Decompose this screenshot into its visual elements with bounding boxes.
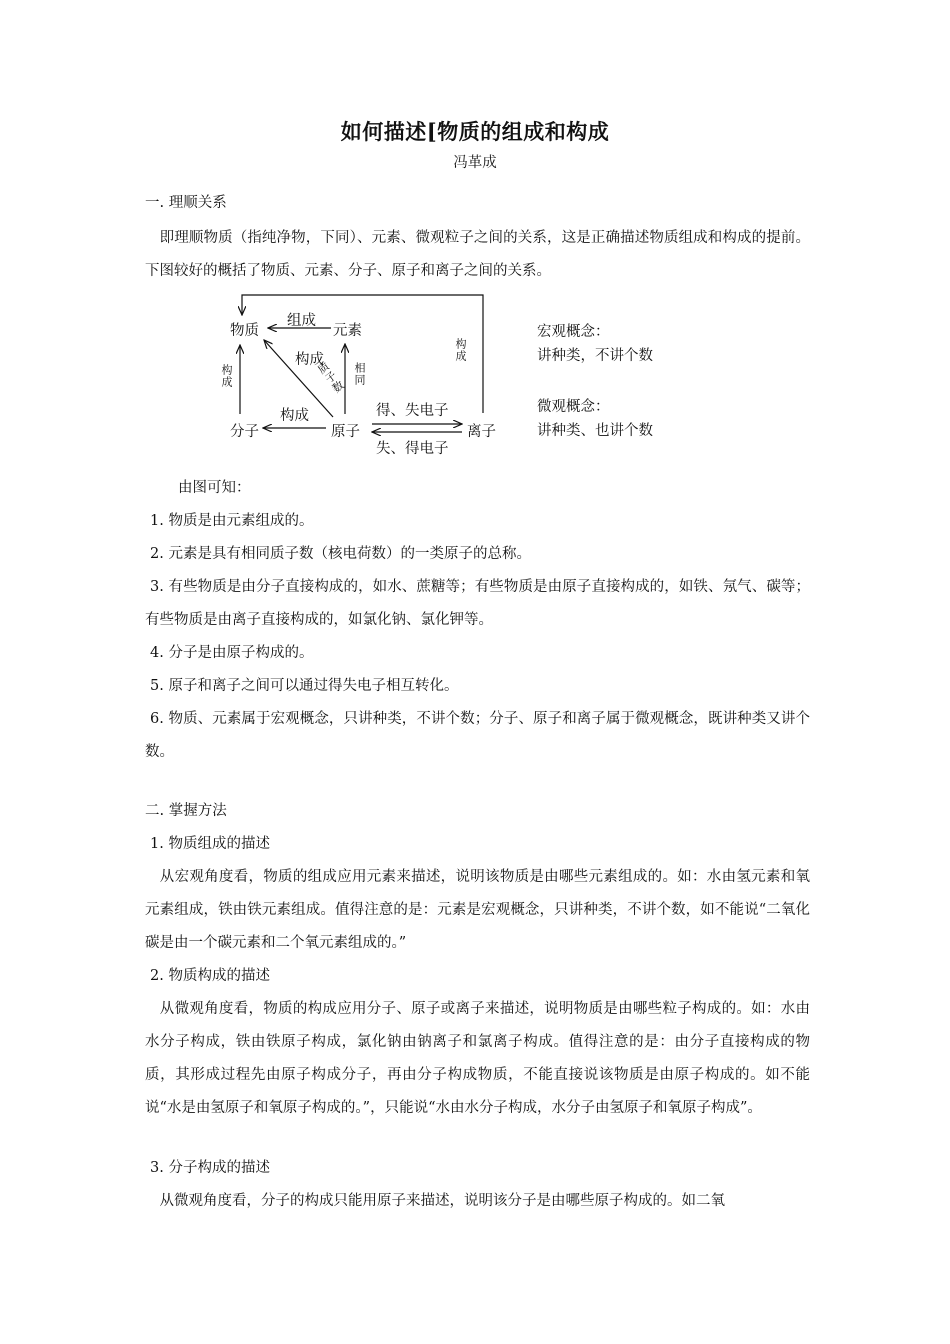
label-proton-number: 质子数 <box>314 359 347 396</box>
label-constitute-diagonal: 构成 <box>295 352 324 368</box>
conclusions-lead: 由图可知： <box>178 480 251 496</box>
note-macro-desc: 讲种类，不讲个数 <box>537 348 653 364</box>
note-micro-desc: 讲种类、也讲个数 <box>537 423 653 439</box>
node-element: 元素 <box>333 323 362 339</box>
label-constitute-right: 构成 <box>454 338 467 362</box>
conclusion-item: 6. 物质、元素属于宏观概念，只讲种类，不讲个数；分子、原子和离子属于微观概念，既讲种类又讲个数。 <box>145 711 810 760</box>
node-ion: 离子 <box>467 424 496 440</box>
section1-heading: 一. 理顺关系 <box>145 195 227 211</box>
conclusion-item: 2. 元素是具有相同质子数（核电荷数）的一类原子的总称。 <box>150 546 531 562</box>
conclusion-item: 1. 物质是由元素组成的。 <box>150 513 314 529</box>
paragraph-molecule-structure: 从微观角度看，分子的构成只能用原子来描述，说明该分子是由哪些原子构成的。如二氧 <box>145 1193 725 1209</box>
label-lose-gain-electrons: 失、得电子 <box>376 441 449 457</box>
conclusion-item: 3. 有些物质是由分子直接构成的，如水、蔗糖等；有些物质是由原子直接构成的，如铁、氖气、碳等；有些物质是由离子直接构成的，如氯化钠、氯化钾等。 <box>145 579 810 628</box>
paragraph-substance-composition: 从宏观角度看，物质的组成应用元素来描述，说明该物质是由哪些元素组成的。如：水由氢元素和氧元素组成，铁由铁元素组成。值得注意的是：元素是宏观概念，只讲种类，不讲个数，如不能说“二氧化碳是由一个碳元素和二个氧元素组成的。” <box>145 869 810 951</box>
node-molecule: 分子 <box>230 424 259 440</box>
label-gain-lose-electrons: 得、失电子 <box>376 403 449 419</box>
label-compose: 组成 <box>287 313 316 329</box>
author-name: 冯革成 <box>453 155 497 171</box>
section1-intro: 即理顺物质（指纯净物，下同）、元素、微观粒子之间的关系，这是正确描述物质组成和构成的提前。下图较好的概括了物质、元素、分子、原子和离子之间的关系。 <box>145 230 810 279</box>
note-macro-title: 宏观概念： <box>537 324 610 340</box>
paragraph-substance-structure: 从微观角度看，物质的构成应用分子、原子或离子来描述，说明物质是由哪些粒子构成的。如：水由水分子构成，铁由铁原子构成，氯化钠由钠离子和氯离子构成。值得注意的是：由分子直接构成的物质，其形成过程先由原子构成分子，再由分子构成物质，不能直接说该物质是由原子构成的。如不能说“水是由氢原子和氧原子构成的。”，只能说“水由水分子构成，水分子由氢原子和氧原子构成”。 <box>145 1001 810 1116</box>
section2-heading: 二. 掌握方法 <box>145 803 227 819</box>
subheading-substance-structure: 2. 物质构成的描述 <box>150 968 270 984</box>
subheading-substance-composition: 1. 物质组成的描述 <box>150 836 270 852</box>
note-micro-title: 微观概念： <box>537 399 610 415</box>
arrow-ion-to-substance <box>242 295 483 413</box>
label-constitute-left: 构成 <box>220 364 233 388</box>
label-same: 相同 <box>353 362 366 386</box>
node-atom: 原子 <box>331 424 360 440</box>
subheading-molecule-structure: 3. 分子构成的描述 <box>150 1160 270 1176</box>
conclusion-item: 4. 分子是由原子构成的。 <box>150 645 314 661</box>
node-substance: 物质 <box>230 323 259 339</box>
conclusion-item: 5. 原子和离子之间可以通过得失电子相互转化。 <box>150 678 459 694</box>
page-title: 如何描述[物质的组成和构成 <box>340 119 610 144</box>
label-constitute-bottom: 构成 <box>280 408 309 424</box>
